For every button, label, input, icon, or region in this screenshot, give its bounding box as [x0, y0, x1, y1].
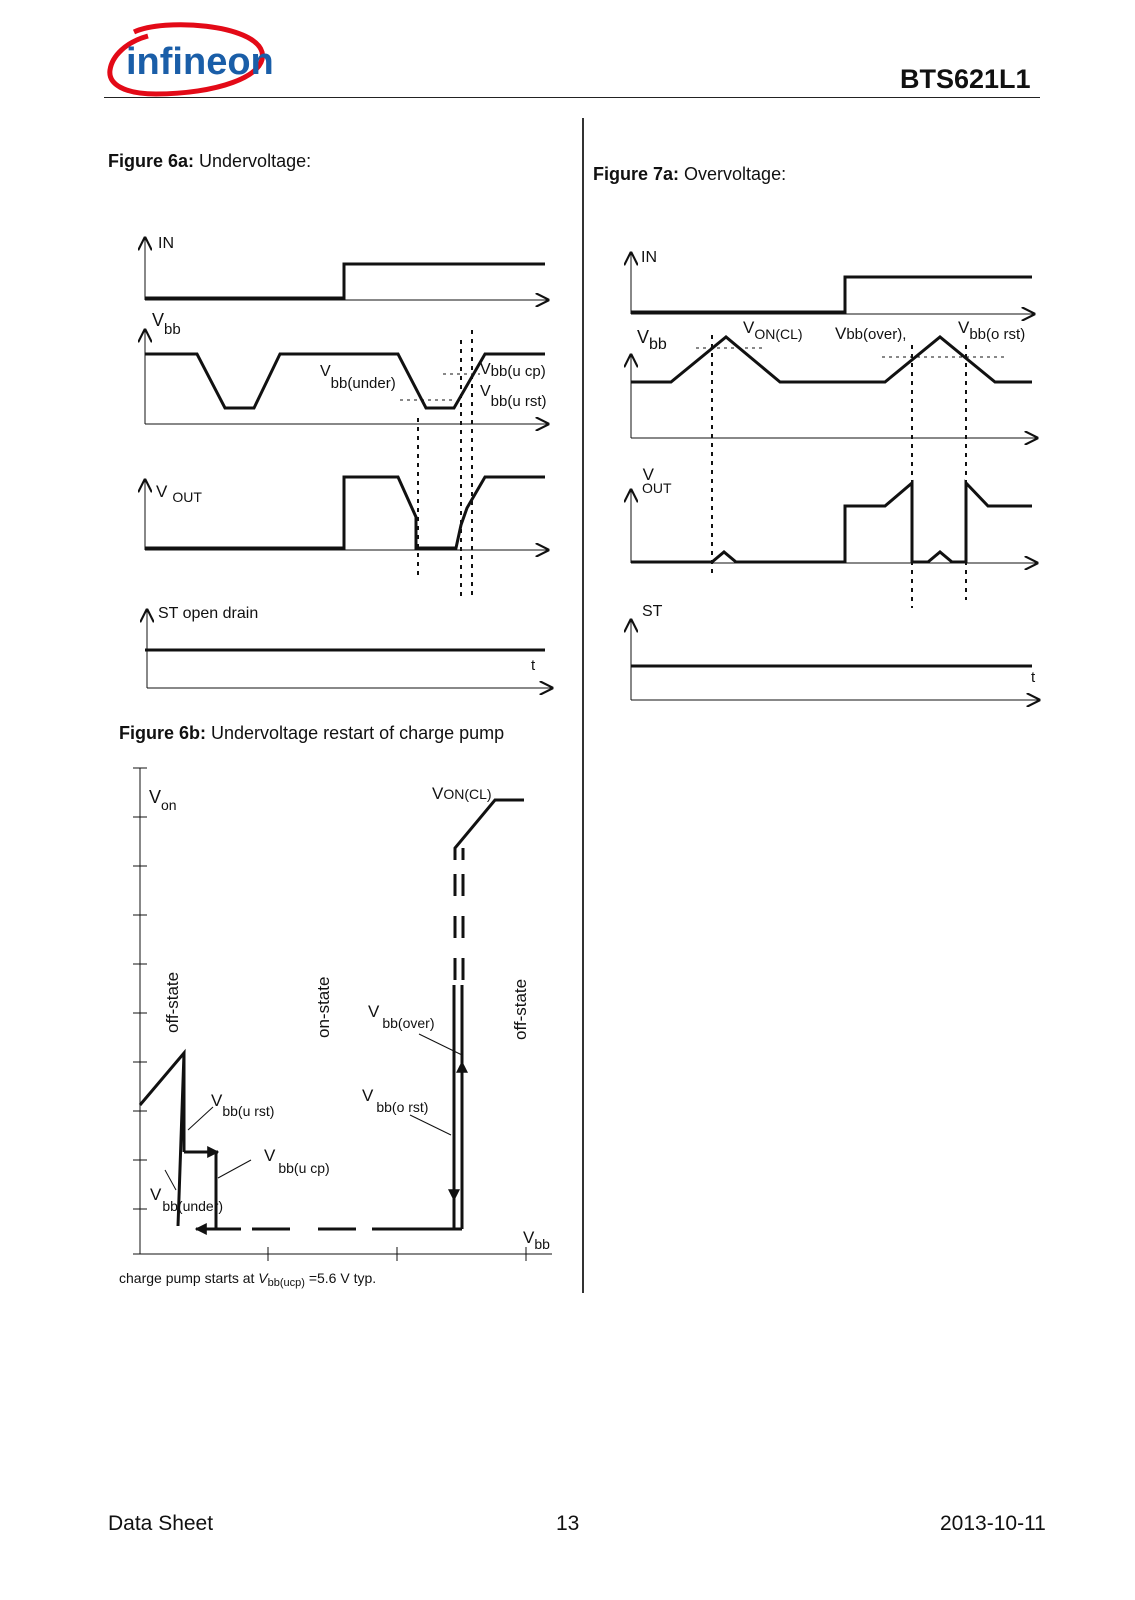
st-label: ST open drain: [158, 605, 259, 622]
footer-page-number: 13: [556, 1512, 580, 1535]
vbb-urst-label: Vbb(u rst): [480, 383, 547, 410]
t-label: t: [531, 657, 536, 674]
vbb-over-label: $V_{bb(over)}$: [368, 1002, 435, 1031]
st-label: ST: [642, 603, 663, 620]
vbb-ucp-label: $V_{bb(u cp)}$: [264, 1146, 330, 1176]
vbb-over-label: Vbb(over),: [835, 324, 907, 343]
footer-doc-type: Data Sheet: [108, 1512, 214, 1535]
vbb-urst-label: $V_{bb(u rst)}$: [211, 1091, 275, 1119]
vbb-under-label: $V_{bb(under)}$: [150, 1185, 224, 1214]
in-label: IN: [641, 249, 657, 266]
off-state-right-label: off-state: [511, 978, 530, 1040]
figure-6b-caption: Figure 6b: Undervoltage restart of charge pump: [119, 723, 505, 743]
vbb-ucp-label: Vbb(u cp): [480, 361, 546, 380]
vbb-label: Vbb: [637, 327, 667, 353]
figure-7a-caption: Figure 7a: Overvoltage:: [593, 164, 787, 184]
vout-label: V $_{OUT}$: [156, 482, 202, 505]
vbb-orst-label: Vbb(o rst): [958, 318, 1026, 343]
vbb-label: $V_{bb}$: [152, 310, 181, 338]
t-label: t: [1031, 669, 1036, 686]
off-state-left-label: off-state: [163, 971, 182, 1033]
on-state-label: on-state: [314, 976, 333, 1038]
figure-6a-caption: Figure 6a: Undervoltage:: [108, 151, 312, 171]
von-cl-clamp: [455, 800, 524, 860]
part-number: BTS621L1: [900, 64, 1031, 94]
vbb-axis-label: $V_{bb}$: [523, 1228, 550, 1252]
vbb-orst-label: $V_{bb(o rst)}$: [362, 1086, 429, 1115]
von-cl-label: $V_{ON(CL)}$: [743, 318, 803, 342]
charge-pump-note: charge pump starts at $V_{bb(ucp)} =5.6$ V typ.: [119, 1270, 377, 1289]
logo-text: infineon: [126, 41, 274, 83]
vbb-under-label: Vbb(under): [320, 363, 396, 392]
vout-label: V OUT: [642, 465, 672, 496]
von-label: $V_{on}$: [149, 787, 177, 813]
von-cl-label: VON(CL): [432, 784, 492, 803]
footer-date: 2013-10-11: [940, 1512, 1046, 1535]
in-label: IN: [158, 235, 174, 252]
